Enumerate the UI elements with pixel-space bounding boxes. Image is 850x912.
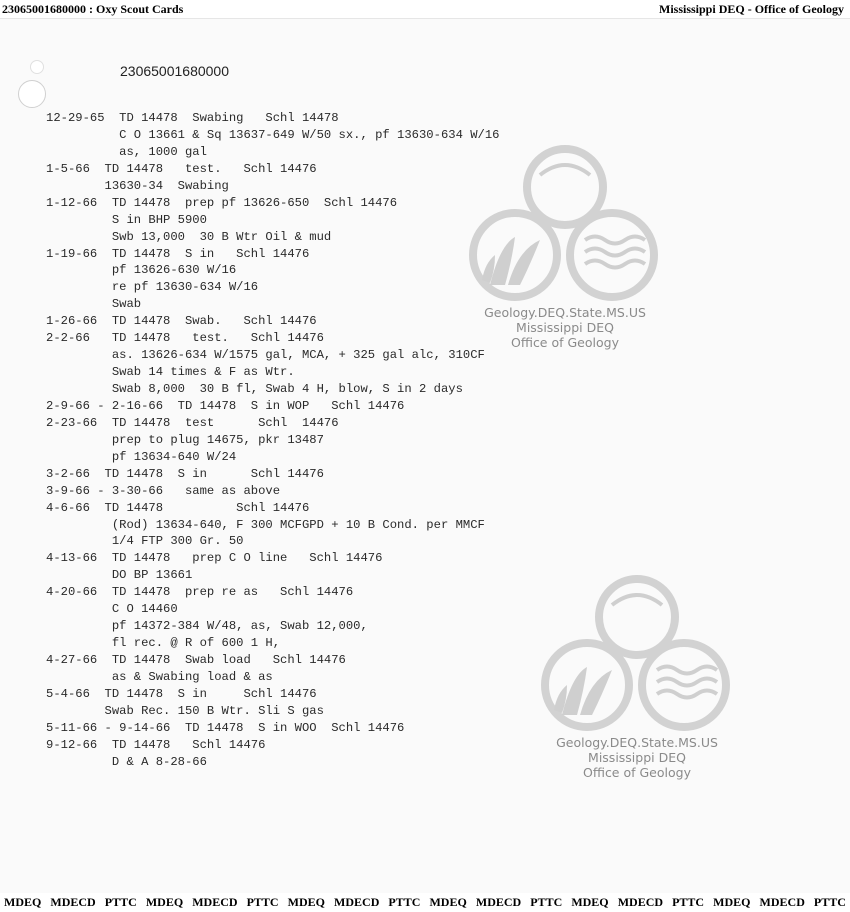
- record-line: pf 13634-640 W/24: [46, 449, 237, 464]
- deq-logo-watermark: [460, 145, 670, 350]
- footer-item: PTTC: [813, 895, 846, 909]
- footer-item: PTTC: [530, 895, 563, 909]
- record-line: Swab 8,000 30 B fl, Swab 4 H, blow, S in 2 days: [46, 382, 463, 396]
- record-line: 1-19-66 TD 14478 S in Schl 14476: [46, 246, 310, 261]
- record-line: 4-27-66 TD 14478 Swab load Schl 14476: [46, 653, 346, 667]
- record-line: as & Swabing load & as: [46, 669, 273, 684]
- record-line: 3-2-66 TD 14478 S in Schl 14476: [46, 466, 324, 481]
- record-line: 5-4-66 TD 14478 S in Schl 14476: [46, 686, 317, 701]
- record-line: D & A 8-28-66: [46, 754, 207, 769]
- footer-item: PTTC: [672, 895, 705, 909]
- record-line: Swab: [46, 297, 142, 312]
- record-line: prep to plug 14675, pkr 13487: [46, 432, 324, 447]
- footer-item: PTTC: [246, 895, 279, 909]
- record-line: Swab Rec. 150 B Wtr. Sli S gas: [46, 703, 324, 718]
- record-line: 2-2-66 TD 14478 test. Schl 14476: [46, 331, 324, 346]
- footer-item: MDECD: [50, 895, 96, 909]
- footer-item: MDECD: [192, 895, 238, 909]
- record-line: 4-6-66 TD 14478 Schl 14476: [46, 500, 310, 515]
- record-line: C O 14460: [46, 602, 178, 617]
- record-line: 4-20-66 TD 14478 prep re as Schl 14476: [46, 585, 354, 600]
- watermark-url: Geology.DEQ.State.MS.US: [484, 305, 646, 320]
- record-line: S in BHP 5900: [46, 212, 207, 227]
- watermark-agency: Mississippi DEQ: [516, 320, 614, 335]
- record-line: as. 13626-634 W/1575 gal, MCA, + 325 gal alc, 310CF: [46, 348, 485, 363]
- document-title: 23065001680000 : Oxy Scout Cards: [2, 2, 184, 16]
- watermark-url-2: Geology.DEQ.State.MS.US: [556, 735, 718, 750]
- record-line: pf 13626-630 W/16: [46, 263, 237, 278]
- footer-item: PTTC: [104, 895, 137, 909]
- record-line: 4-13-66 TD 14478 prep C O line Schl 14476: [46, 551, 383, 566]
- record-line: 9-12-66 TD 14478 Schl 14476: [46, 737, 266, 752]
- footer-item: MDEQ: [429, 895, 467, 909]
- record-line: 3-9-66 - 3-30-66 same as above: [46, 483, 281, 498]
- watermark-office: Office of Geology: [511, 335, 619, 350]
- record-line: 1-26-66 TD 14478 Swab. Schl 14476: [46, 314, 317, 329]
- record-line: DO BP 13661: [46, 568, 193, 583]
- record-line: 5-11-66 - 9-14-66 TD 14478 S in WOO Schl 14476: [46, 720, 405, 735]
- record-line: 2-23-66 TD 14478 test Schl 14476: [46, 415, 339, 430]
- record-line: Swb 13,000 30 B Wtr Oil & mud: [46, 229, 332, 244]
- record-line: 1-5-66 TD 14478 test. Schl 14476: [46, 161, 317, 176]
- footer-item: MDECD: [475, 895, 522, 909]
- footer-item: MDECD: [617, 895, 664, 909]
- footer-item: PTTC: [388, 895, 421, 909]
- footer-item: MDEQ: [4, 895, 42, 909]
- deq-logo-icon: [460, 145, 670, 310]
- footer-item: MDECD: [334, 895, 380, 909]
- footer-item: MDEQ: [713, 895, 751, 909]
- record-line: 2-9-66 - 2-16-66 TD 14478 S in WOP Schl 14476: [46, 398, 405, 413]
- record-line: as, 1000 gal: [46, 144, 207, 159]
- punch-hole-small: [30, 60, 44, 74]
- footer-item: MDEQ: [287, 895, 325, 909]
- api-number: 23065001680000: [120, 63, 230, 79]
- record-line: re pf 13630-634 W/16: [46, 280, 259, 295]
- record-line: 12-29-65 TD 14478 Swabing Schl 14478: [46, 111, 339, 125]
- page-header: [0, 0, 850, 18]
- page-footer: [0, 895, 850, 912]
- footer-item: MDEQ: [145, 895, 184, 909]
- typewritten-record: [46, 110, 499, 771]
- deq-logo-icon-2: [532, 575, 742, 740]
- record-line: 13630-34 Swabing: [46, 178, 229, 193]
- footer-item: MDEQ: [571, 895, 609, 909]
- record-line: 1-12-66 TD 14478 prep pf 13626-650 Schl 14476: [46, 195, 398, 210]
- record-line: (Rod) 13634-640, F 300 MCFGPD + 10 B Cond. per MMCF: [46, 517, 485, 532]
- record-line: pf 14372-384 W/48, as, Swab 12,000,: [46, 619, 368, 634]
- footer-item: MDECD: [759, 895, 805, 909]
- record-line: fl rec. @ R of 600 1 H,: [46, 636, 281, 651]
- punch-hole: [18, 80, 46, 108]
- record-line: C O 13661 & Sq 13637-649 W/50 sx., pf 13630-634 W/16: [46, 127, 500, 142]
- record-line: Swab 14 times & F as Wtr.: [46, 365, 295, 380]
- watermark-office-2: Office of Geology: [583, 765, 691, 780]
- record-line: 1/4 FTP 300 Gr. 50: [46, 534, 244, 549]
- agency-name: Mississippi DEQ - Office of Geology: [659, 2, 844, 16]
- watermark-agency-2: Mississippi DEQ: [588, 750, 686, 765]
- deq-logo-watermark-2: [532, 575, 742, 780]
